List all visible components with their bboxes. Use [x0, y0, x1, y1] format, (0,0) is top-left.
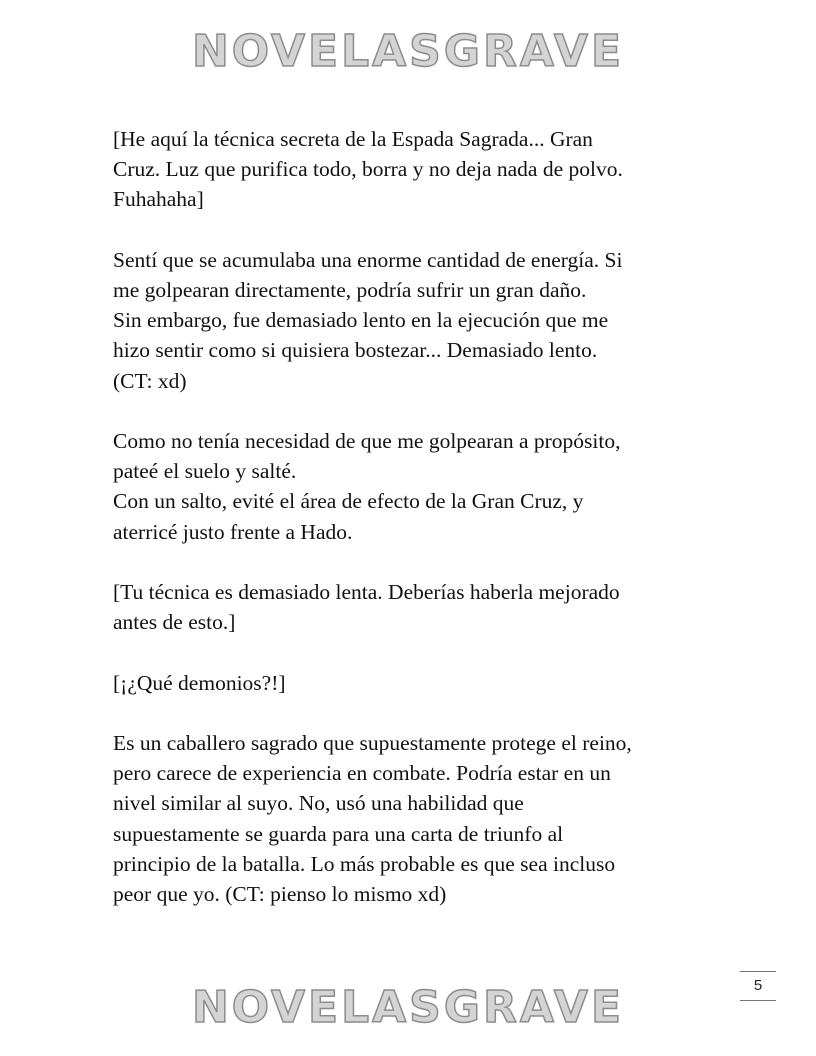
text-line: Con un salto, evité el área de efecto de la Gran Cruz, y: [113, 489, 584, 514]
text-line: nivel similar al suyo. No, usó una habilidad que: [113, 791, 524, 816]
text-line: antes de esto.]: [113, 610, 236, 635]
body-text: [113, 124, 713, 939]
paragraph-1: [113, 124, 713, 215]
paragraph-6: [113, 728, 713, 909]
text-line: Sentí que se acumulaba una enorme cantidad de energía. Si: [113, 247, 623, 272]
text-line: me golpearan directamente, podría sufrir un gran daño.: [113, 278, 587, 302]
paragraph-2: [113, 245, 713, 396]
text-line: Es un caballero sagrado que supuestamente protege el reino,: [113, 730, 632, 755]
header-watermark-logo: NOVELASGRAVE: [191, 26, 625, 77]
text-line: supuestamente se guarda para una carta de triunfo al: [113, 821, 564, 846]
text-line: [¡¿Qué demonios?!]: [113, 670, 286, 695]
paragraph-4: [113, 577, 713, 637]
text-line: principio de la batalla. Lo más probable es que sea incluso: [113, 851, 616, 876]
text-line: Cruz. Luz que purifica todo, borra y no deja nada de polvo.: [113, 157, 623, 182]
text-line: pero carece de experiencia en combate. Podría estar en un: [113, 761, 611, 786]
paragraph-5: [113, 668, 713, 698]
paragraph-3: [113, 426, 713, 547]
text-line: peor que yo. (CT: pienso lo mismo xd): [113, 882, 447, 906]
text-line: aterricé justo frente a Hado.: [113, 519, 353, 544]
text-line: [Tu técnica es demasiado lenta. Deberías haberla mejorado: [113, 580, 620, 604]
text-line: Fuhahaha]: [113, 187, 204, 212]
footer-watermark-logo: NOVELASGRAVE: [191, 982, 625, 1033]
text-line: [He aquí la técnica secreta de la Espada Sagrada... Gran: [113, 127, 593, 151]
text-line: Sin embargo, fue demasiado lento en la ejecución que me: [113, 308, 609, 333]
text-line: pateé el suelo y salté.: [113, 459, 297, 484]
text-line: (CT: xd): [113, 368, 187, 393]
text-line: hizo sentir como si quisiera bostezar... Demasiado lento.: [113, 338, 598, 363]
page-number: 5: [740, 971, 776, 1001]
text-line: Como no tenía necesidad de que me golpearan a propósito,: [113, 429, 621, 453]
